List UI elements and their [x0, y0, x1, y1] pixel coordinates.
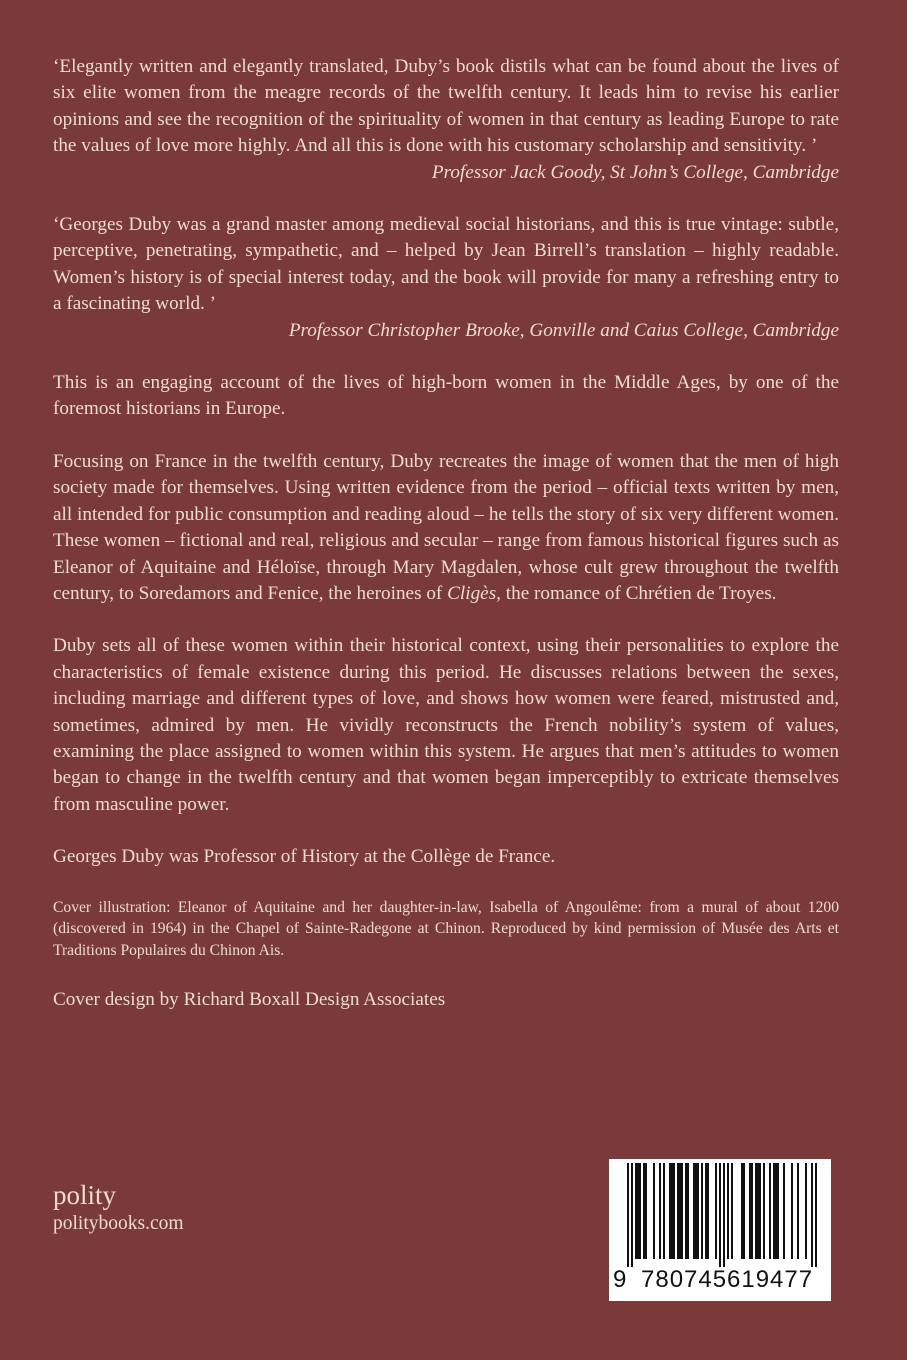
- cover-design-credit: Cover design by Richard Boxall Design Associates: [53, 989, 446, 1011]
- barcode-bar: [741, 1163, 743, 1259]
- review-quote-text: ‘Elegantly written and elegantly translated, Duby’s book distils what can be found about the lives of six elite women from the meagre records of the twelfth century. It leads him to revise his earlier opinions and see the recognition of the spirituality of women in that century as leading Europe to rate the values of love more highly. And all this is done with his customary scholarship and sensitivity. ’: [53, 56, 839, 157]
- barcode-bar: [697, 1163, 699, 1259]
- barcode-bar: [775, 1163, 777, 1259]
- barcode-bar: [635, 1163, 637, 1259]
- barcode-bar: [743, 1163, 745, 1259]
- intro-paragraph: This is an engaging account of the lives of high-born women in the Middle Ages, by one of the foremost historians in Europe.: [53, 372, 839, 420]
- barcode-bar: [723, 1163, 725, 1267]
- barcode-bar: [687, 1163, 689, 1259]
- barcode-bar: [663, 1163, 665, 1259]
- barcode-bar: [805, 1163, 807, 1259]
- barcode-bar: [637, 1163, 639, 1259]
- barcode-bar: [707, 1163, 709, 1259]
- isbn-digits-right: 619477: [727, 1266, 814, 1293]
- barcode-bar: [791, 1163, 793, 1259]
- barcode-bar: [769, 1163, 771, 1259]
- review-attribution: Professor Christopher Brooke, Gonville and Caius College, Cambridge: [288, 319, 839, 341]
- barcode-bar: [627, 1163, 629, 1267]
- barcode-bar: [639, 1163, 641, 1259]
- barcode-bar: [751, 1163, 753, 1259]
- barcode-bar: [695, 1163, 697, 1259]
- review-attribution: Professor Jack Goody, St John’s College, Cambridge: [431, 161, 839, 183]
- isbn-digits-left: 780745: [641, 1266, 728, 1293]
- barcode-bar: [755, 1163, 757, 1259]
- barcode-bar: [811, 1163, 813, 1267]
- barcode-bar: [673, 1163, 675, 1259]
- barcode-bar: [715, 1163, 717, 1259]
- barcode-bar: [701, 1163, 703, 1259]
- focus-text-end: , the romance of Chrétien de Troyes.: [496, 582, 777, 604]
- book-title-cliges: Cligès: [447, 582, 497, 604]
- barcode-bar: [749, 1163, 751, 1259]
- barcode-bar: [777, 1163, 779, 1259]
- review-quote-text: ‘Georges Duby was a grand master among medieval social historians, and this is true vintage: subtle, perceptive, penetrating, sympathetic, and – helped by Jean Birrell’s translation – highly readable. Women’s history is of special interest today, and the book will provide for many a refreshing entry to a fascinating world. ’: [53, 214, 839, 315]
- barcode-bar: [645, 1163, 647, 1259]
- focus-text-start: Focusing on France in the twelfth century, Duby recreates the image of women that the men of high society made for themselves. Using written evidence from the period – official texts written by men, all intended for public consumption and reading aloud – he tells the story of six very different women. These women – fictional and real, religious and secular – range from famous historical figures such as Eleanor of Aquitaine and Héloïse, through Mary Magdalen, whose cult grew throughout the twelfth century, to Soredamors and Fenice, the heroines of: [53, 450, 839, 604]
- publisher-url: politybooks.com: [53, 1213, 184, 1234]
- barcode-bar: [727, 1163, 729, 1259]
- barcode-bar: [681, 1163, 683, 1259]
- barcode-bar: [731, 1163, 733, 1259]
- barcode-bar: [679, 1163, 681, 1259]
- barcode-bar: [669, 1163, 671, 1259]
- barcode-bar: [719, 1163, 721, 1267]
- publisher-block: [53, 1180, 184, 1238]
- cover-illustration-credit: Cover illustration: Eleanor of Aquitaine and her daughter-in-law, Isabella of Angoulême: from a mural of about 1200 (discovered in 1964) in the Chapel of Sainte-Radegone at Chinon. Reproduced by kind permission of Musée des Arts et Traditions Populaires du Chinon Ais.: [53, 898, 839, 959]
- barcode-bar: [773, 1163, 775, 1259]
- barcode-bar: [705, 1163, 707, 1259]
- barcode-bar: [757, 1163, 759, 1259]
- isbn-barcode: [609, 1159, 831, 1301]
- barcode-bar: [653, 1163, 655, 1259]
- author-bio: Georges Duby was Professor of History at the Collège de France.: [53, 846, 556, 868]
- barcode-bar: [671, 1163, 673, 1259]
- review-quote-1: [53, 54, 839, 186]
- isbn-digit-prefix: 9: [613, 1266, 628, 1293]
- barcode-bar: [797, 1163, 799, 1259]
- barcode-bar: [659, 1163, 661, 1259]
- review-quote-2: [53, 212, 839, 344]
- barcode-bars: [609, 1159, 831, 1269]
- publisher-name: polity: [53, 1180, 117, 1210]
- isbn-number: [609, 1266, 831, 1298]
- barcode-bar: [815, 1163, 817, 1267]
- barcode-bar: [631, 1163, 633, 1267]
- barcode-bar: [693, 1163, 695, 1259]
- context-paragraph: Duby sets all of these women within their historical context, using their personalities to explore the characteristics of female existence during this period. He discusses relations between the sexes, including marriage and different types of love, and shows how women were feared, mistrusted and, sometimes, admired by men. He vividly reconstructs the French nobility’s system of values, examining the place assigned to women within this system. He argues that men’s attitudes to women began to change in the twelfth century and that women began imperceptibly to extricate themselves from masculine power.: [53, 635, 839, 815]
- barcode-bar: [783, 1163, 785, 1259]
- barcode-bar: [763, 1163, 765, 1259]
- barcode-bar: [643, 1163, 645, 1259]
- barcode-bar: [685, 1163, 687, 1259]
- barcode-bar: [759, 1163, 761, 1259]
- barcode-bar: [677, 1163, 679, 1259]
- focus-paragraph: [53, 449, 839, 607]
- back-cover-text: [53, 54, 839, 1013]
